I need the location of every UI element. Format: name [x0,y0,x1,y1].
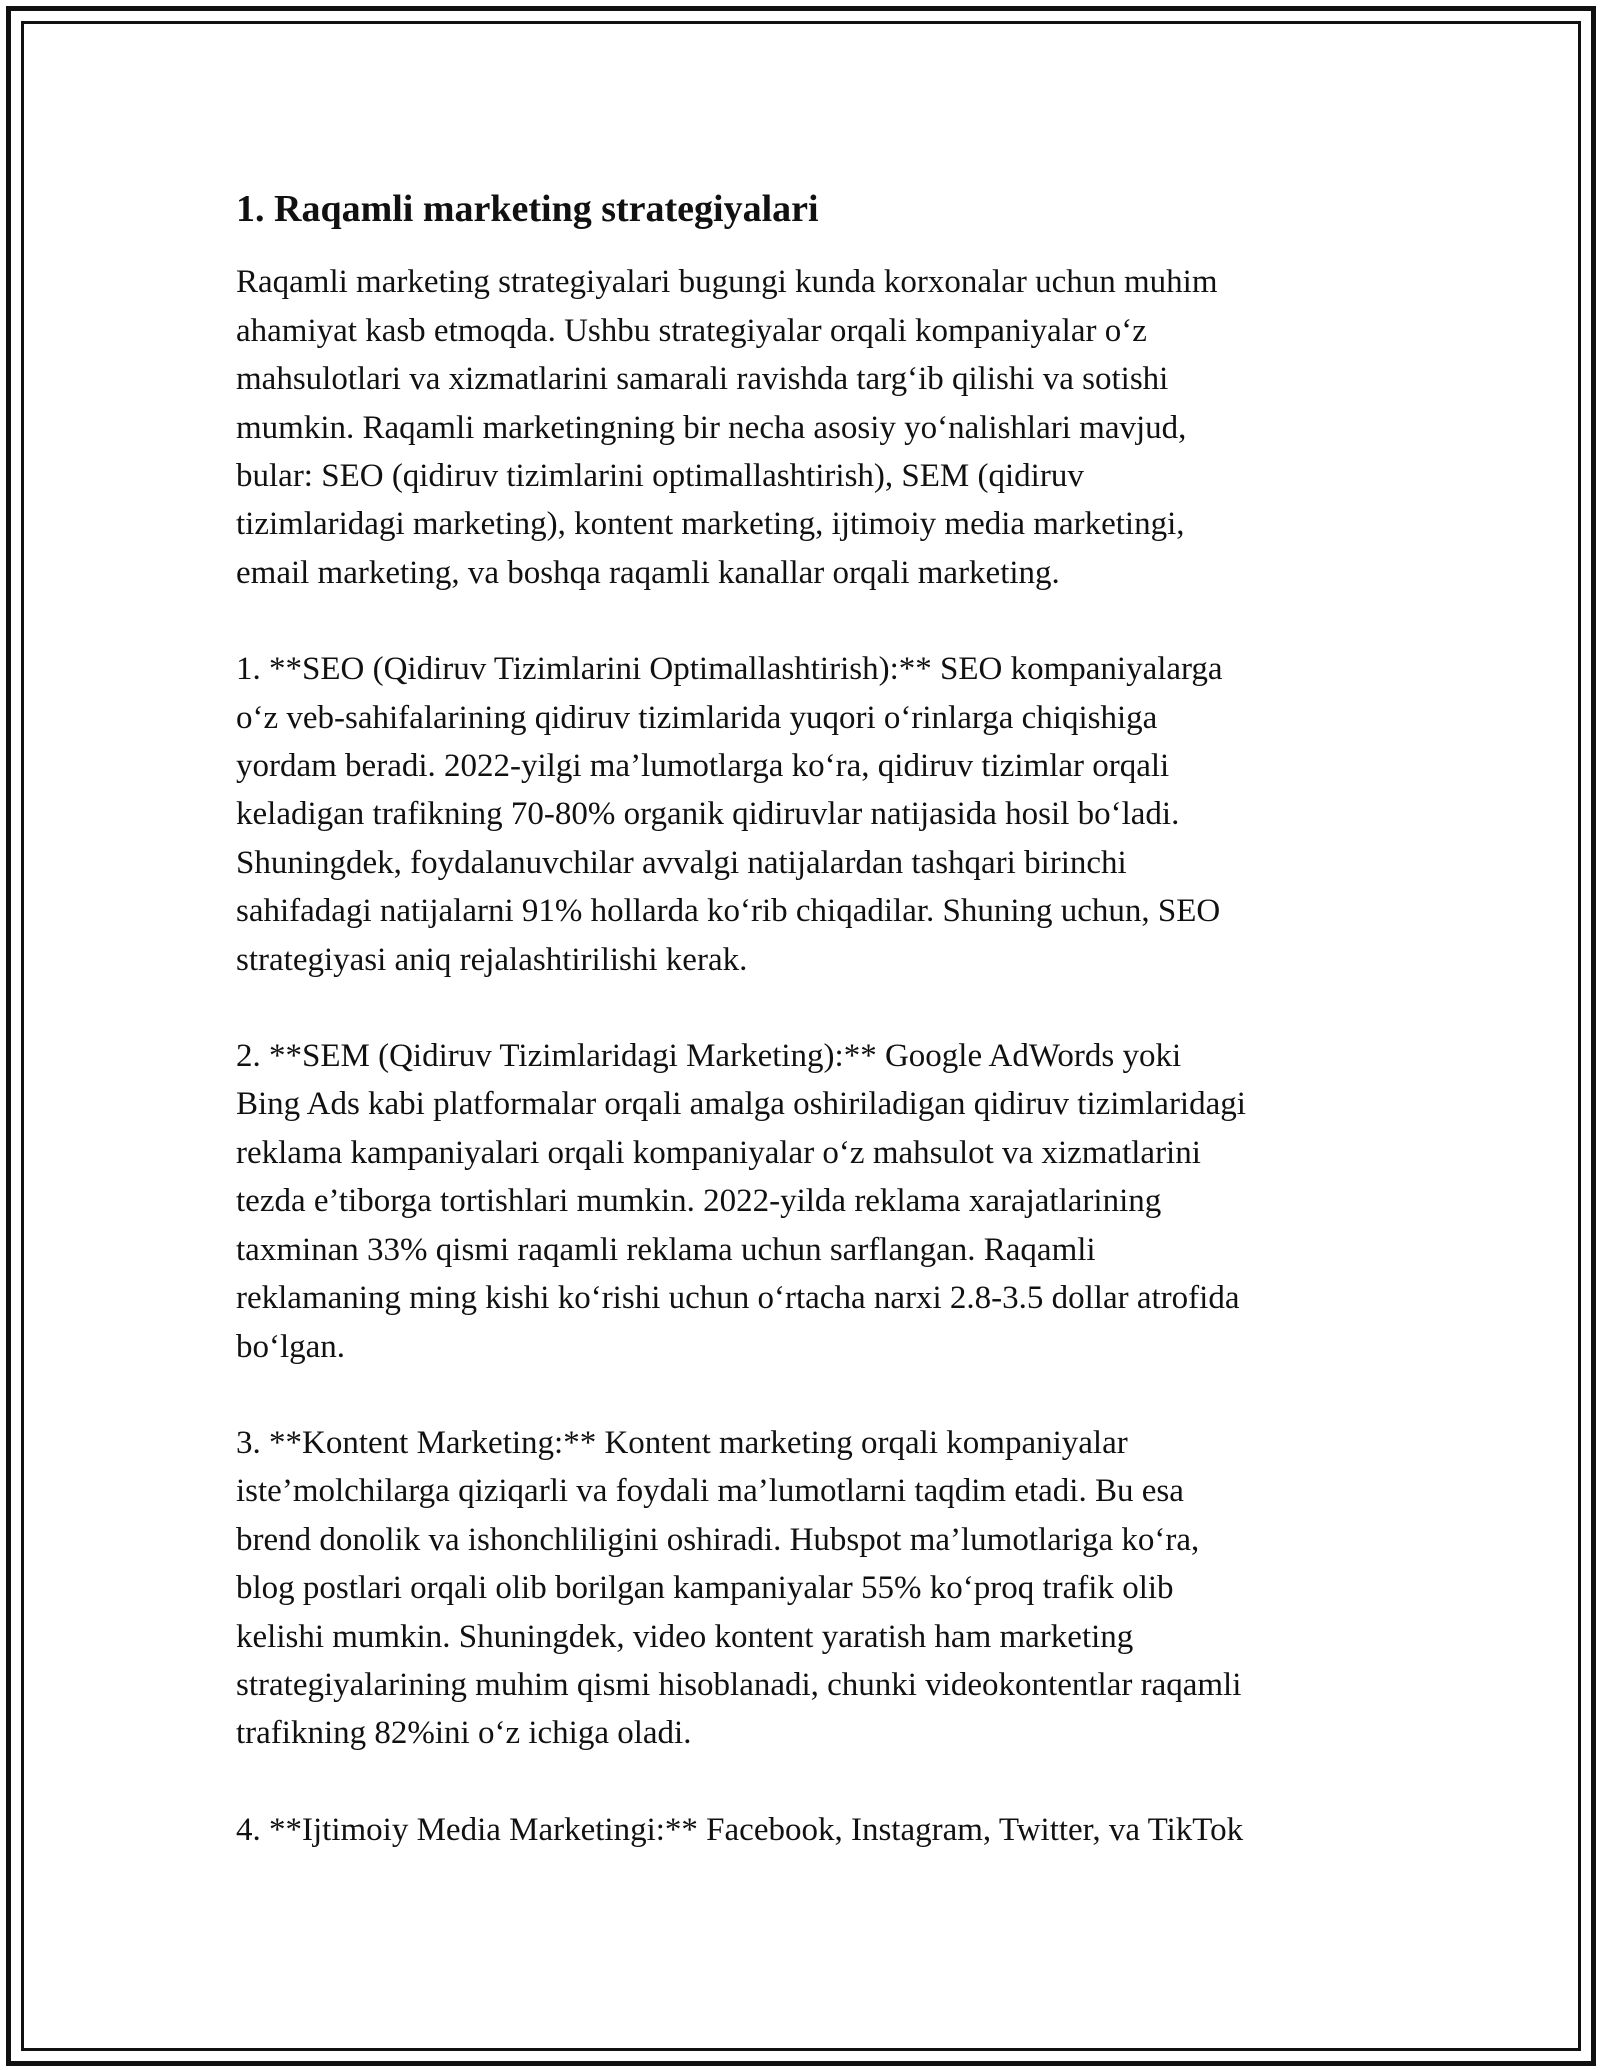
sem-paragraph: 2. **SEM (Qidiruv Tizimlaridagi Marketing):** Google AdWords yoki Bing Ads kabi platformalar orqali amalga oshiriladigan qidiruv tizimlaridagi reklama kampaniyalari orqali kompaniyalar o‘z mahsulot va xizmatlarini tezda e’tiborga tortishlari mumkin. 2022-yilda reklama xarajatlarining taxminan 33% qismi raqamli reklama uchun sarflangan. Raqamli reklamaning ming kishi ko‘rishi uchun o‘rtacha narxi 2.8-3.5 dollar atrofida bo‘lgan. [236,1038,1246,1365]
content-marketing-paragraph: 3. **Kontent Marketing:** Kontent marketing orqali kompaniyalar iste’molchilarga qiziqarli va foydali ma’lumotlarni taqdim etadi. Bu esa brend donolik va ishonchliligini oshiradi. Hubspot ma’lumotlariga ko‘ra, blog postlari orqali olib borilgan kampaniyalar 55% ko‘proq trafik olib kelishi mumkin. Shuningdek, video kontent yaratish ham marketing strategiyalarining muhim qismi hisoblanadi, chunki videokontentlar raqamli trafikning 82%ini o‘z ichiga oladi. [236,1424,1242,1752]
social-media-paragraph: 4. **Ijtimoiy Media Marketingi:** Facebook, Instagram, Twitter, va TikTok [236,1811,1244,1848]
document-title: 1. Raqamli marketing strategiyalari [236,188,819,230]
document-page [236,185,1396,1902]
seo-paragraph: 1. **SEO (Qidiruv Tizimlarini Optimallashtirish):** SEO kompaniyalarga o‘z veb-sahifalarining qidiruv tizimlarida yuqori o‘rinlarga chiqishiga yordam beradi. 2022-yilgi ma’lumotlarga ko‘ra, qidiruv tizimlar orqali keladigan trafikning 70-80% organik qidiruvlar natijasida hosil bo‘ladi. Shuningdek, foydalanuvchilar avvalgi natijalardan tashqari birinchi sahifadagi natijalarni 91% hollarda ko‘rib chiqadilar. Shuning uchun, SEO strategiyasi aniq rejalashtirilishi kerak. [236,651,1223,978]
intro-paragraph: Raqamli marketing strategiyalari bugungi kunda korxonalar uchun muhim ahamiyat kasb etmoqda. Ushbu strategiyalar orqali kompaniyalar o‘z mahsulotlari va xizmatlarini samarali ravishda targ‘ib qilishi va sotishi mumkin. Raqamli marketingning bir necha asosiy yo‘nalishlari mavjud, bular: SEO (qidiruv tizimlarini optimallashtirish), SEM (qidiruv tizimlaridagi marketing), kontent marketing, ijtimoiy media marketingi, email marketing, va boshqa raqamli kanallar orqali marketing. [236,264,1218,591]
